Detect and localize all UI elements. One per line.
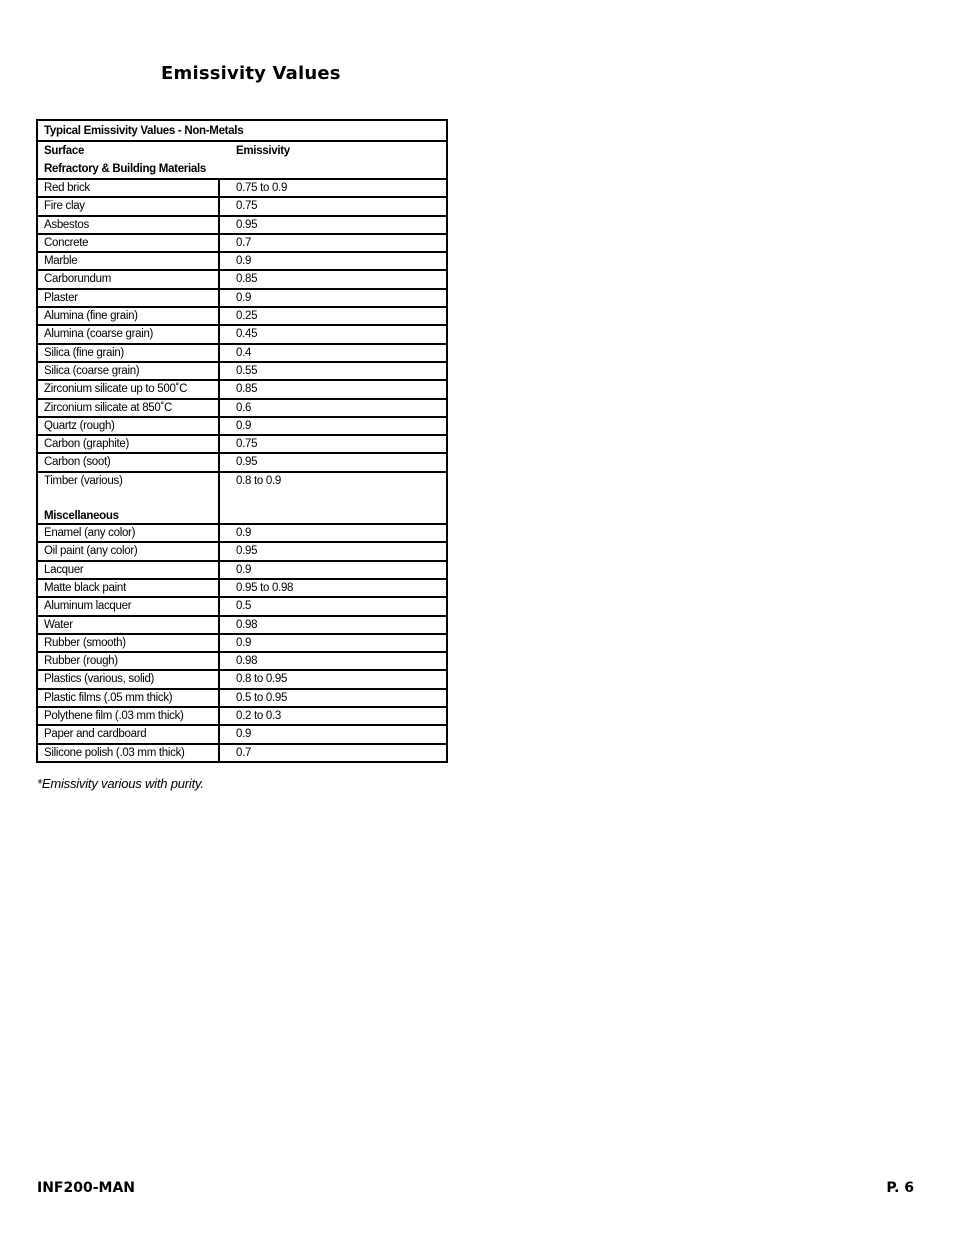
table-row bbox=[38, 271, 446, 289]
table-row bbox=[38, 290, 446, 308]
cell-surface: Red brick bbox=[38, 180, 220, 196]
table-row bbox=[38, 745, 446, 761]
table-row bbox=[38, 217, 446, 235]
cell-surface: Alumina (fine grain) bbox=[38, 308, 220, 324]
cell-surface: Asbestos bbox=[38, 217, 220, 233]
cell-emissivity: 0.9 bbox=[236, 636, 252, 649]
table-row bbox=[38, 381, 446, 399]
cell-emissivity: 0.5 bbox=[236, 600, 252, 613]
cell-emissivity: 0.95 bbox=[236, 545, 258, 558]
cell-surface: Rubber (rough) bbox=[38, 653, 220, 669]
table-row bbox=[38, 726, 446, 744]
document-code: INF200-MAN bbox=[37, 1180, 136, 1196]
cell-surface: Quartz (rough) bbox=[38, 418, 220, 434]
cell-surface: Fire clay bbox=[38, 198, 220, 214]
cell-emissivity: 0.98 bbox=[236, 655, 258, 668]
cell-emissivity: 0.7 bbox=[236, 746, 252, 759]
cell-emissivity: 0.9 bbox=[236, 419, 252, 432]
table-row bbox=[38, 180, 446, 198]
cell-emissivity: 0.8 to 0.95 bbox=[236, 673, 288, 686]
cell-surface: Lacquer bbox=[38, 562, 220, 578]
cell-emissivity: 0.9 bbox=[236, 563, 252, 576]
cell-surface: Enamel (any color) bbox=[38, 525, 220, 541]
cell-surface: Silica (coarse grain) bbox=[38, 363, 220, 379]
cell-emissivity: 0.9 bbox=[236, 728, 252, 741]
cell-emissivity: 0.85 bbox=[236, 273, 258, 286]
table-row bbox=[38, 543, 446, 561]
table-row bbox=[38, 345, 446, 363]
cell-emissivity: 0.85 bbox=[236, 383, 258, 396]
cell-emissivity: 0.8 to 0.9 bbox=[236, 474, 281, 487]
table-row bbox=[38, 525, 446, 543]
table-row bbox=[38, 436, 446, 454]
cell-surface: Carbon (soot) bbox=[38, 454, 220, 470]
cell-emissivity: 0.75 to 0.9 bbox=[236, 182, 288, 194]
cell-surface: Zirconium silicate at 850˚C bbox=[38, 400, 220, 416]
cell-surface: Timber (various) bbox=[38, 473, 220, 489]
cell-emissivity: 0.95 bbox=[236, 456, 258, 469]
cell-surface: Plastics (various, solid) bbox=[38, 671, 220, 687]
cell-emissivity: 0.95 to 0.98 bbox=[236, 581, 294, 594]
cell-emissivity: 0.45 bbox=[236, 328, 258, 341]
cell-surface: Paper and cardboard bbox=[38, 726, 220, 742]
cell-surface: Silicone polish (.03 mm thick) bbox=[38, 745, 220, 761]
cell-emissivity: 0.98 bbox=[236, 618, 258, 631]
cell-emissivity: 0.75 bbox=[236, 200, 258, 213]
cell-emissivity: 0.4 bbox=[236, 346, 252, 359]
table-header-row bbox=[38, 142, 446, 160]
cell-emissivity: 0.6 bbox=[236, 401, 252, 414]
table-row bbox=[38, 326, 446, 344]
table-title: Typical Emissivity Values - Non-Metals bbox=[38, 121, 446, 142]
table-row bbox=[38, 708, 446, 726]
table-row bbox=[38, 198, 446, 216]
cell-emissivity: 0.7 bbox=[236, 236, 252, 249]
cell-surface: Water bbox=[38, 617, 220, 633]
section-miscellaneous-body bbox=[38, 525, 446, 761]
cell-surface: Rubber (smooth) bbox=[38, 635, 220, 651]
cell-emissivity: 0.5 to 0.95 bbox=[236, 691, 288, 704]
table-row bbox=[38, 253, 446, 271]
section-refractory-body bbox=[38, 180, 446, 489]
cell-surface: Carborundum bbox=[38, 271, 220, 287]
cell-surface: Zirconium silicate up to 500˚C bbox=[38, 381, 220, 397]
column-header-emissivity: Emissivity bbox=[236, 145, 290, 157]
cell-surface: Silica (fine grain) bbox=[38, 345, 220, 361]
cell-surface: Plaster bbox=[38, 290, 220, 306]
cell-emissivity: 0.95 bbox=[236, 218, 258, 231]
table-row bbox=[38, 418, 446, 436]
table-row bbox=[38, 363, 446, 381]
table-row bbox=[38, 473, 446, 489]
cell-surface: Polythene film (.03 mm thick) bbox=[38, 708, 220, 724]
table-row bbox=[38, 454, 446, 472]
cell-emissivity: 0.55 bbox=[236, 364, 258, 377]
cell-emissivity: 0.9 bbox=[236, 255, 252, 268]
emissivity-table bbox=[36, 119, 448, 763]
table-row bbox=[38, 235, 446, 253]
cell-surface: Marble bbox=[38, 253, 220, 269]
table-row bbox=[38, 580, 446, 598]
cell-surface: Oil paint (any color) bbox=[38, 543, 220, 559]
page-title: Emissivity Values bbox=[161, 63, 341, 84]
section-header-miscellaneous: Miscellaneous bbox=[38, 489, 220, 523]
table-row bbox=[38, 690, 446, 708]
section-header-miscellaneous-row bbox=[38, 489, 446, 525]
page-number: P. 6 bbox=[886, 1180, 914, 1196]
cell-emissivity: 0.2 to 0.3 bbox=[236, 710, 281, 723]
cell-surface: Concrete bbox=[38, 235, 220, 251]
table-row bbox=[38, 598, 446, 616]
table-row bbox=[38, 308, 446, 326]
table-row bbox=[38, 400, 446, 418]
column-header-surface: Surface bbox=[44, 145, 85, 157]
section-header-refractory: Refractory & Building Materials bbox=[38, 160, 446, 180]
cell-surface: Carbon (graphite) bbox=[38, 436, 220, 452]
table-row bbox=[38, 653, 446, 671]
table-row bbox=[38, 617, 446, 635]
footnote: *Emissivity various with purity. bbox=[37, 776, 204, 791]
table-row bbox=[38, 562, 446, 580]
cell-emissivity: 0.9 bbox=[236, 291, 252, 304]
cell-surface: Aluminum lacquer bbox=[38, 598, 220, 614]
cell-emissivity: 0.9 bbox=[236, 527, 252, 540]
cell-surface: Plastic films (.05 mm thick) bbox=[38, 690, 220, 706]
cell-emissivity: 0.75 bbox=[236, 438, 258, 451]
table-row bbox=[38, 671, 446, 689]
cell-surface: Alumina (coarse grain) bbox=[38, 326, 220, 342]
cell-surface: Matte black paint bbox=[38, 580, 220, 596]
table-row bbox=[38, 635, 446, 653]
cell-emissivity: 0.25 bbox=[236, 310, 258, 323]
